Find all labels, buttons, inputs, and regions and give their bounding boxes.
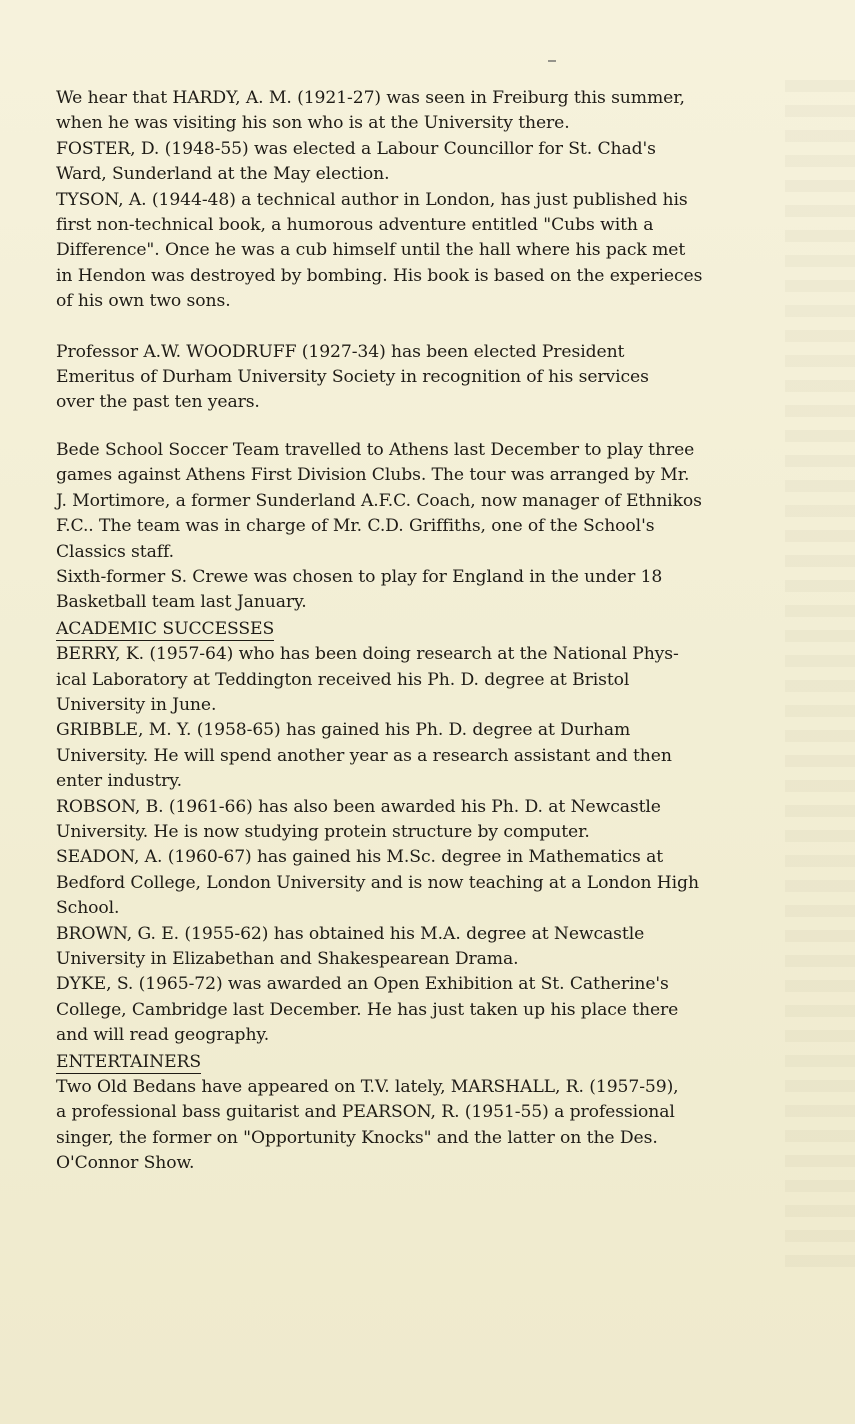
text-line: University. He is now studying protein structure by computer. [56,821,590,842]
news-paragraph-woodruff [56,340,806,416]
text-line: games against Athens First Division Clubs. The tour was arranged by Mr. [56,465,690,486]
paragraph-gap [56,416,806,438]
text-line: TYSON, A. (1944-48) a technical author in London, has just published his [56,189,688,210]
text-line: when he was visiting his son who is at the University there. [56,113,570,134]
text-line: University in Elizabethan and Shakespearean Drama. [56,949,519,969]
academic-entry-seadon [56,845,806,921]
text-line: College, Cambridge last December. He has just taken up his place there [56,999,679,1020]
academic-entry-berry [56,642,806,718]
text-line: F.C.. The team was in charge of Mr. C.D. Griffiths, one of the School's [56,516,655,537]
text-line: BROWN, G. E. (1955-62) has obtained his M.A. degree at Newcastle [56,923,645,944]
text-line: School. [56,898,120,919]
text-line: SEADON, A. (1960-67) has gained his M.Sc. degree in Mathematics at [56,847,664,868]
news-paragraph-crewe [56,565,806,616]
news-paragraph-soccer [56,438,806,565]
text-line: O'Connor Show. [56,1153,195,1174]
text-line: enter industry. [56,771,182,792]
text-line: FOSTER, D. (1948-55) was elected a Labour Councillor for St. Chad's [56,138,656,159]
text-line: ROBSON, B. (1961-66) has also been awarded his Ph. D. at Newcastle [56,796,661,817]
text-line: Sixth-former S. Crewe was chosen to play for England in the under 18 [56,566,663,587]
text-line: ical Laboratory at Teddington received his Ph. D. degree at Bristol [56,669,630,690]
text-line: Emeritus of Durham University Society in recognition of his services [56,367,649,388]
news-paragraph-hardy [56,86,806,137]
news-paragraph-tyson [56,188,806,315]
text-line: University in June. [56,694,217,715]
text-line: We hear that HARDY, A. M. (1921-27) was seen in Freiburg this summer, [56,88,685,108]
text-line: Basketball team last January. [56,592,307,613]
text-line: singer, the former on "Opportunity Knocks" and the latter on the Des. [56,1127,658,1148]
news-paragraph-foster [56,137,806,188]
text-line: in Hendon was destroyed by bombing. His book is based on the experieces [56,265,703,286]
text-line: Bede School Soccer Team travelled to Athens last December to play three [56,439,695,460]
text-line: Classics staff. [56,541,174,562]
text-line: over the past ten years. [56,392,260,413]
entertainers-entry [56,1075,806,1177]
text-line: of his own two sons. [56,291,231,312]
text-line: GRIBBLE, M. Y. (1958-65) has gained his Ph. D. degree at Durham [56,720,631,741]
text-line: Ward, Sunderland at the May election. [56,164,390,185]
text-line: Two Old Bedans have appeared on T.V. lately, MARSHALL, R. (1957-59), [56,1077,679,1098]
text-line: a professional bass guitarist and PEARSON, R. (1951-55) a professional [56,1102,675,1123]
text-line: University. He will spend another year as a research assistant and then [56,745,672,766]
paragraph-gap [56,315,806,340]
text-line: J. Mortimore, a former Sunderland A.F.C. Coach, now manager of Ethnikos [56,490,702,511]
academic-entry-gribble [56,718,806,794]
text-line: DYKE, S. (1965-72) was awarded an Open Exhibition at St. Catherine's [56,974,669,995]
text-line: Professor A.W. WOODRUFF (1927-34) has been elected President [56,341,625,362]
text-line: Difference". Once he was a cub himself until the hall where his pack met [56,240,686,261]
document-body [56,86,806,1177]
text-line: Bedford College, London University and is now teaching at a London High [56,872,699,893]
academic-entry-dyke [56,972,806,1048]
text-line: first non-technical book, a humorous adventure entitled "Cubs with a [56,215,654,236]
page-mark [548,60,556,62]
text-line: and will read geography. [56,1025,270,1046]
academic-entry-brown [56,922,806,973]
academic-entry-robson [56,795,806,846]
text-line: BERRY, K. (1957-64) who has been doing research at the National Phys- [56,644,679,665]
section-heading-academic: ACADEMIC SUCCESSES [56,618,275,639]
section-heading-entertainers: ENTERTAINERS [56,1051,202,1072]
